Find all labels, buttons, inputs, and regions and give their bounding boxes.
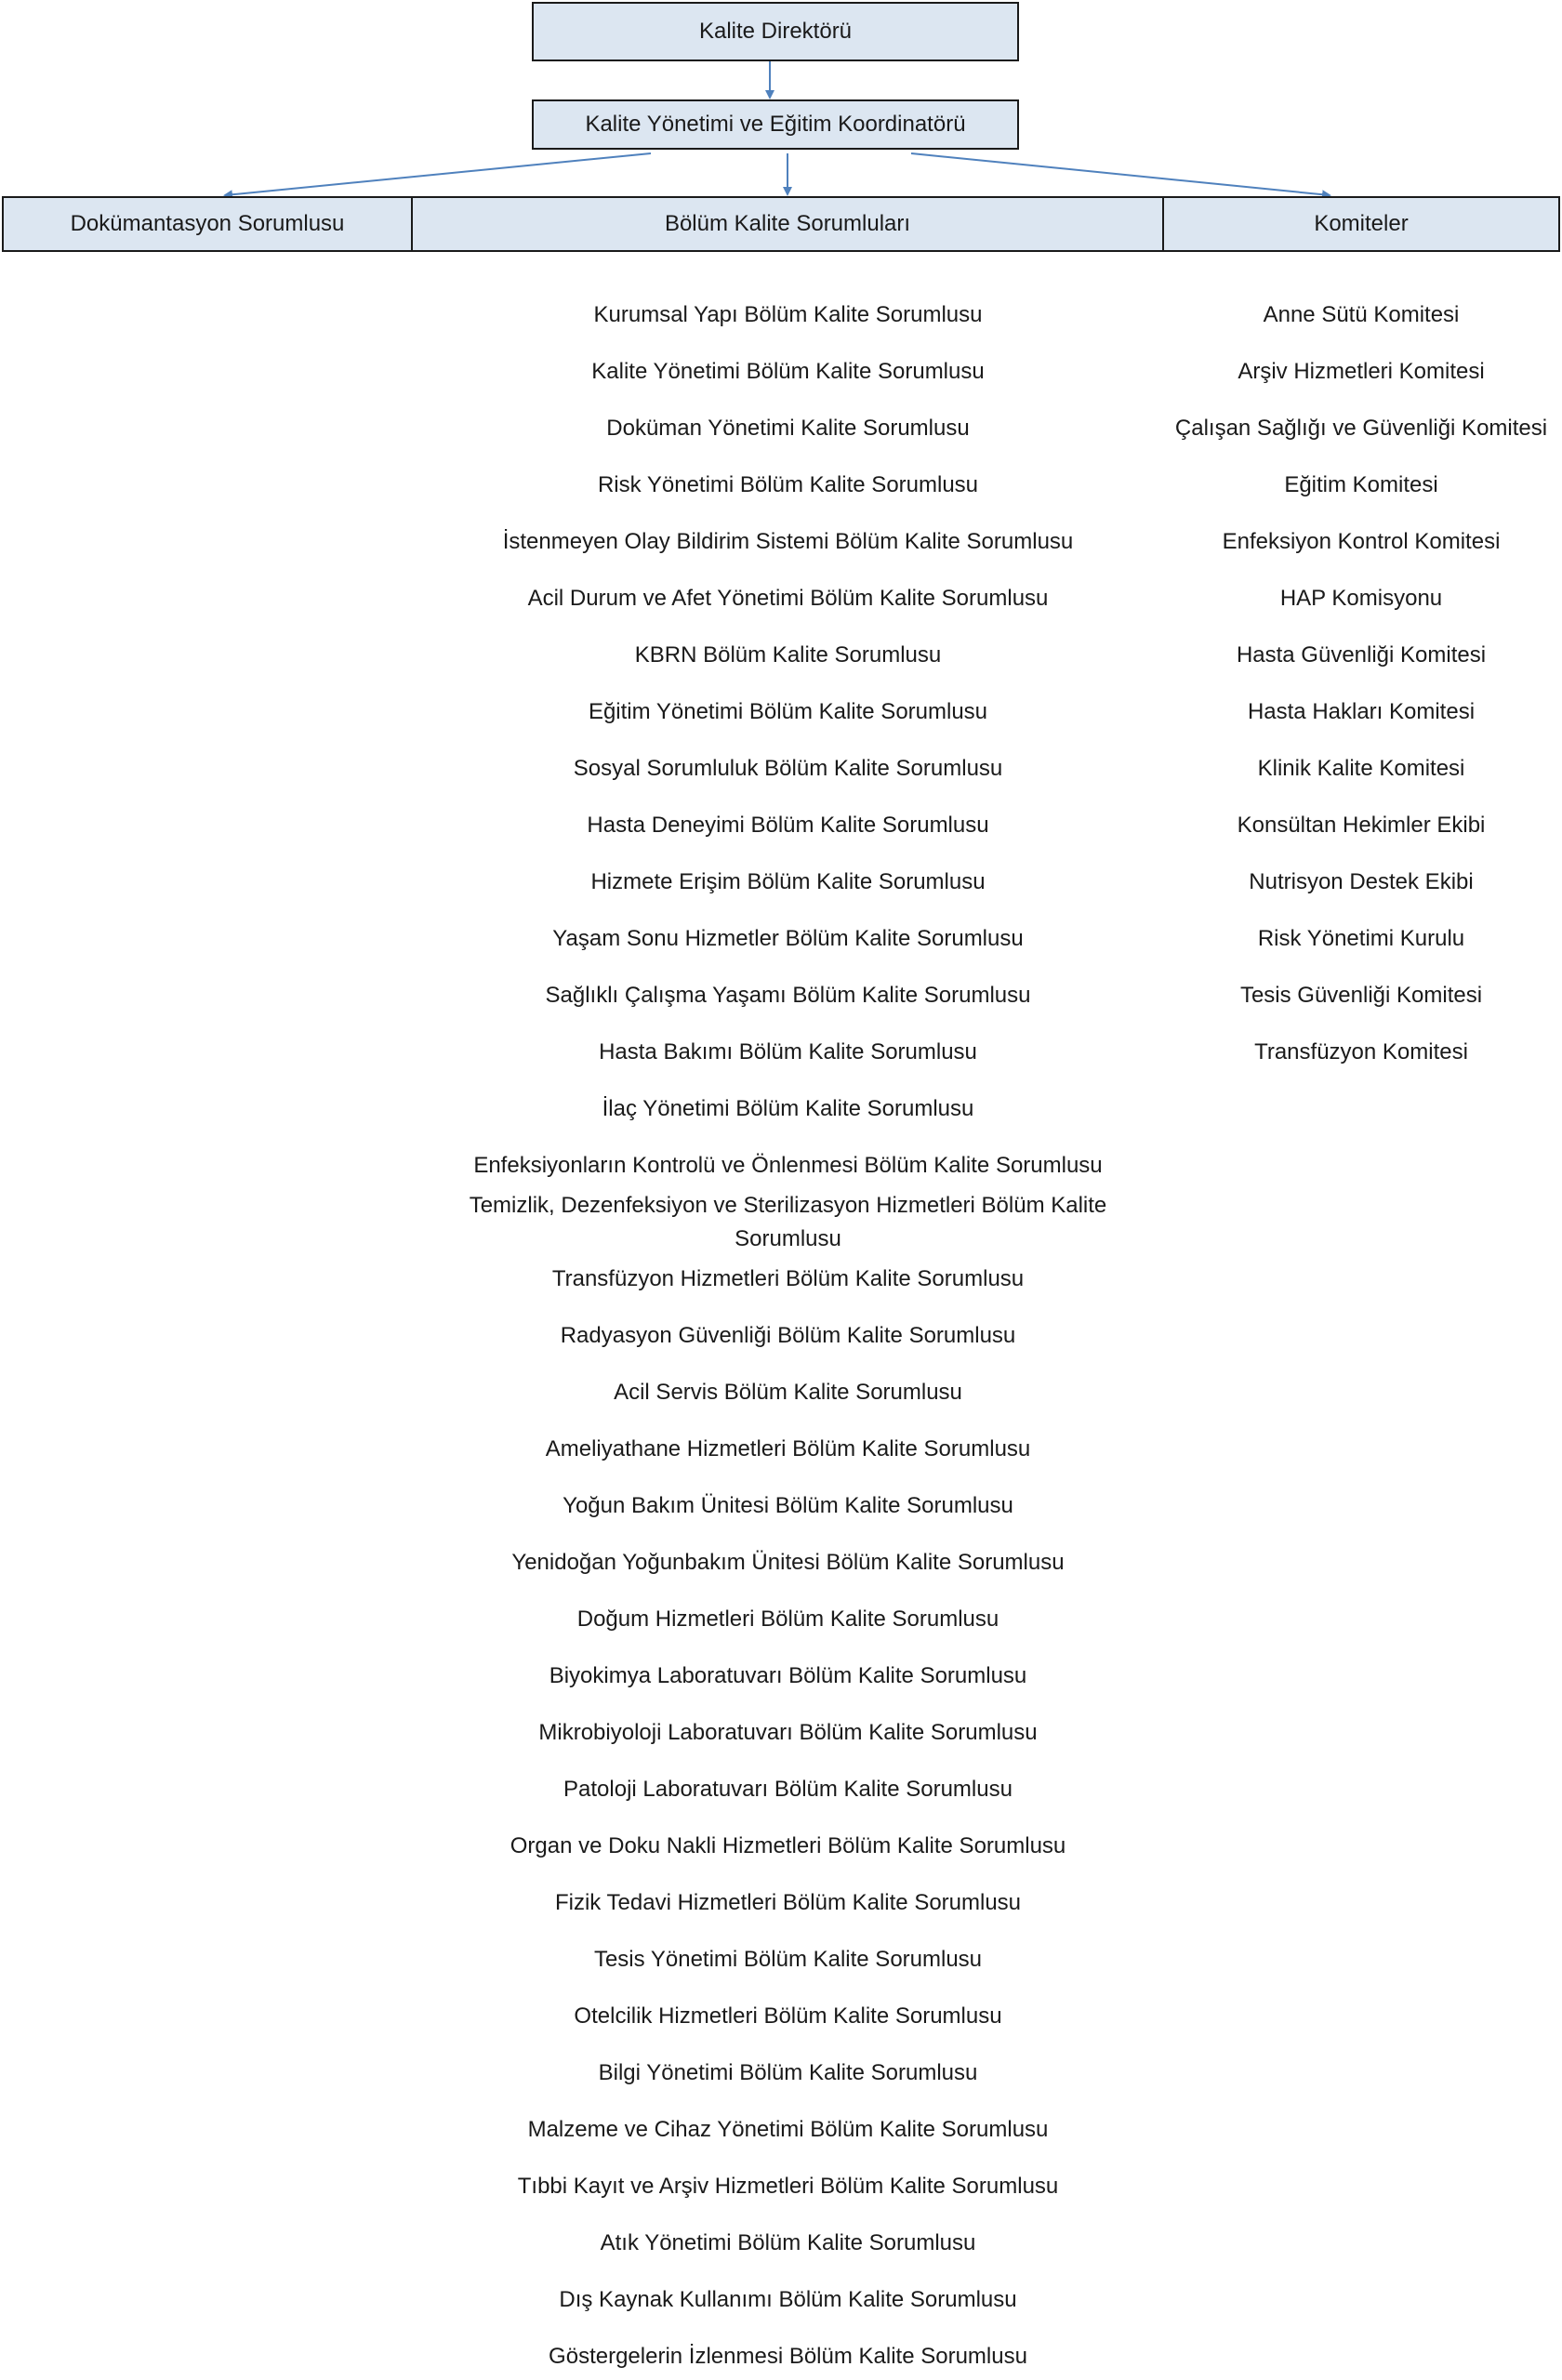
committee-item: Hasta Güvenliği Komitesi (1236, 642, 1487, 668)
committee-item: Hasta Hakları Komitesi (1247, 699, 1476, 724)
committee-item: Klinik Kalite Komitesi (1257, 756, 1465, 781)
department-item: Yaşam Sonu Hizmetler Bölüm Kalite Sorumlusu (552, 926, 1024, 951)
department-item: Biyokimya Laboratuvarı Bölüm Kalite Sorumlusu (549, 1663, 1027, 1688)
committee-item: Anne Sütü Komitesi (1263, 302, 1460, 327)
department-item: KBRN Bölüm Kalite Sorumlusu (634, 642, 942, 668)
committee-item: Enfeksiyon Kontrol Komitesi (1222, 529, 1501, 554)
coordinator-box: Kalite Yönetimi ve Eğitim Koordinatörü (532, 99, 1019, 150)
department-item: Hizmete Erişim Bölüm Kalite Sorumlusu (590, 869, 986, 894)
department-item: Tıbbi Kayıt ve Arşiv Hizmetleri Bölüm Kalite Sorumlusu (517, 2174, 1059, 2199)
department-item: Ameliyathane Hizmetleri Bölüm Kalite Sorumlusu (545, 1436, 1031, 1461)
arrow-coordinator-to-committees (911, 153, 1330, 195)
department-item: Risk Yönetimi Bölüm Kalite Sorumlusu (597, 472, 979, 497)
department-item: Bilgi Yönetimi Bölüm Kalite Sorumlusu (598, 2060, 978, 2085)
committee-item: Konsültan Hekimler Ekibi (1237, 813, 1486, 838)
director-box: Kalite Direktörü (532, 2, 1019, 61)
department-item: Organ ve Doku Nakli Hizmetleri Bölüm Kalite Sorumlusu (510, 1833, 1066, 1858)
department-item: Fizik Tedavi Hizmetleri Bölüm Kalite Sorumlusu (554, 1890, 1022, 1915)
department-item: Malzeme ve Cihaz Yönetimi Bölüm Kalite Sorumlusu (527, 2117, 1049, 2142)
documentation-box: Dokümantasyon Sorumlusu (2, 196, 413, 252)
department-item: Temizlik, Dezenfeksiyon ve Sterilizasyon Hizmetleri Bölüm Kalite Sorumlusu (469, 1193, 1107, 1251)
department-item: Enfeksiyonların Kontrolü ve Önlenmesi Bölüm Kalite Sorumlusu (473, 1153, 1103, 1178)
department-item: Atık Yönetimi Bölüm Kalite Sorumlusu (600, 2230, 976, 2255)
committee-item: Eğitim Komitesi (1284, 472, 1438, 497)
department-item: Hasta Bakımı Bölüm Kalite Sorumlusu (599, 1039, 977, 1064)
department-item: Yenidoğan Yoğunbakım Ünitesi Bölüm Kalite Sorumlusu (511, 1550, 1065, 1575)
department-item: Göstergelerin İzlenmesi Bölüm Kalite Sorumlusu (549, 2344, 1027, 2369)
department-item: Kurumsal Yapı Bölüm Kalite Sorumlusu (593, 302, 983, 327)
department-item: Transfüzyon Hizmetleri Bölüm Kalite Sorumlusu (551, 1266, 1025, 1291)
committees-box: Komiteler (1162, 196, 1560, 252)
department-item: Radyasyon Güvenliği Bölüm Kalite Sorumlusu (560, 1323, 1016, 1348)
department-item: Yoğun Bakım Ünitesi Bölüm Kalite Sorumlusu (563, 1493, 1013, 1518)
department-item: Mikrobiyoloji Laboratuvarı Bölüm Kalite Sorumlusu (538, 1720, 1038, 1745)
committee-item: HAP Komisyonu (1279, 586, 1443, 611)
arrow-coordinator-to-documentation (225, 153, 651, 195)
department-item: Eğitim Yönetimi Bölüm Kalite Sorumlusu (588, 699, 988, 724)
committee-item: Transfüzyon Komitesi (1254, 1039, 1468, 1064)
department-item: Acil Servis Bölüm Kalite Sorumlusu (614, 1380, 962, 1405)
department-item: İlaç Yönetimi Bölüm Kalite Sorumlusu (602, 1096, 974, 1121)
department-item: Acil Durum ve Afet Yönetimi Bölüm Kalite Sorumlusu (527, 586, 1049, 611)
department-item: İstenmeyen Olay Bildirim Sistemi Bölüm Kalite Sorumlusu (502, 529, 1074, 554)
departments-box: Bölüm Kalite Sorumluları (411, 196, 1164, 252)
department-item: Sosyal Sorumluluk Bölüm Kalite Sorumlusu (573, 756, 1003, 781)
department-item: Otelcilik Hizmetleri Bölüm Kalite Sorumlusu (574, 2003, 1002, 2029)
committee-item: Arşiv Hizmetleri Komitesi (1238, 359, 1485, 384)
department-item: Hasta Deneyimi Bölüm Kalite Sorumlusu (587, 813, 989, 838)
department-item: Dış Kaynak Kullanımı Bölüm Kalite Sorumlusu (559, 2287, 1017, 2312)
department-item: Kalite Yönetimi Bölüm Kalite Sorumlusu (591, 359, 985, 384)
committee-item: Çalışan Sağlığı ve Güvenliği Komitesi (1174, 416, 1548, 441)
department-item: Doğum Hizmetleri Bölüm Kalite Sorumlusu (576, 1606, 999, 1632)
committee-item: Risk Yönetimi Kurulu (1257, 926, 1465, 951)
department-item: Doküman Yönetimi Kalite Sorumlusu (606, 416, 970, 441)
committee-item: Tesis Güvenliği Komitesi (1239, 983, 1483, 1008)
department-item: Tesis Yönetimi Bölüm Kalite Sorumlusu (593, 1947, 983, 1972)
department-item: Sağlıklı Çalışma Yaşamı Bölüm Kalite Sorumlusu (545, 983, 1031, 1008)
committee-item: Nutrisyon Destek Ekibi (1249, 869, 1474, 894)
department-item: Patoloji Laboratuvarı Bölüm Kalite Sorumlusu (563, 1777, 1013, 1802)
